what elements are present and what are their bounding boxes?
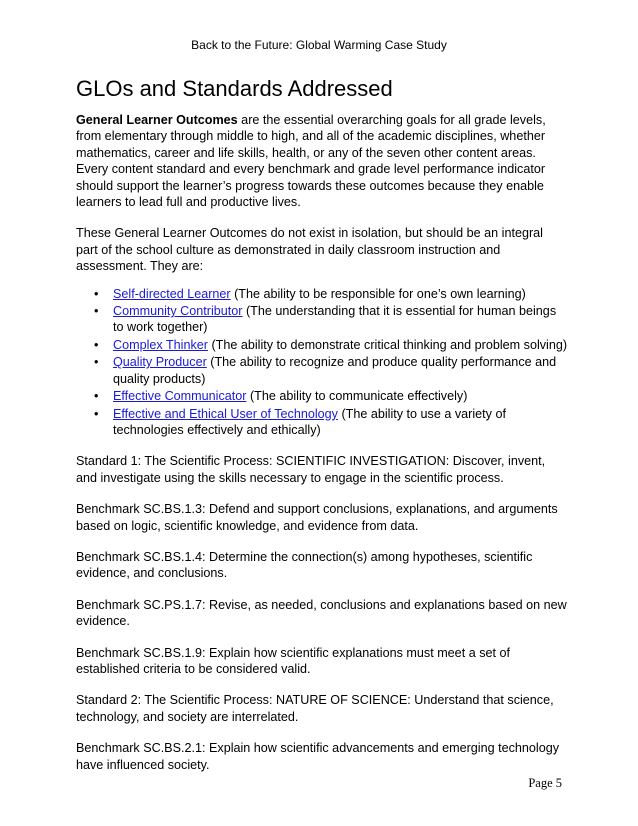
glo-item (113, 286, 568, 302)
intro-text: are the essential overarching goals for all grade levels, from elementary through middle to high, and all of the academic disciplines, whether mathematics, career and life skills, health, or any of the seven other content areas. Every content standard and every benchmark and grade level performance indicator should support the learner’s progress towards these outcomes because they enable learners to lead full and productive lives. (76, 113, 546, 210)
intro-paragraph (76, 112, 568, 210)
glo-description: (The ability to be responsible for one’s own learning) (230, 286, 526, 301)
benchmark-sc-bs-1-4: Benchmark SC.BS.1.4: Determine the connection(s) among hypotheses, scientific evidence, and conclusions. (76, 549, 533, 581)
glo-list (76, 286, 568, 439)
benchmark-sc-ps-1-7: Benchmark SC.PS.1.7: Revise, as needed, conclusions and explanations based on new evidence. (76, 597, 567, 629)
glo-description: (The understanding that it is essential for human beings to work together) (113, 304, 557, 335)
glo-description: (The ability to demonstrate critical thinking and problem solving) (207, 337, 568, 352)
page-title: GLOs and Standards Addressed (76, 76, 393, 101)
benchmark-sc-bs-2-1: Benchmark SC.BS.2.1: Explain how scientific advancements and emerging technology have influenced society. (76, 741, 560, 772)
glo-link-self-directed-learner[interactable]: Self-directed Learner (113, 286, 231, 301)
glo-link-ethical-technology-user[interactable]: Effective and Ethical User of Technology (113, 406, 338, 421)
glo-link-quality-producer[interactable]: Quality Producer (113, 355, 207, 370)
glo-item (113, 337, 568, 353)
page-number: Page 5 (528, 776, 562, 790)
standard-1: Standard 1: The Scientific Process: SCIENTIFIC INVESTIGATION: Discover, invent, and investigate using the skills necessary to engage in the scientific process. (76, 454, 546, 485)
benchmark-sc-bs-1-9: Benchmark SC.BS.1.9: Explain how scientific explanations must meet a set of established criteria to be considered valid. (76, 645, 510, 676)
glo-description: (The ability to recognize and produce quality performance and quality products) (113, 355, 557, 386)
glo-item (113, 303, 568, 336)
glo-link-community-contributor[interactable]: Community Contributor (113, 304, 243, 319)
glo-item (113, 388, 568, 404)
glo-description: (The ability to communicate effectively) (246, 389, 468, 404)
document-body (76, 112, 568, 788)
glo-link-complex-thinker[interactable]: Complex Thinker (113, 337, 208, 352)
running-header: Back to the Future: Global Warming Case Study (191, 38, 447, 52)
glo-description: (The ability to use a variety of technologies effectively and ethically) (113, 406, 506, 437)
glo-intro-paragraph: These General Learner Outcomes do not exist in isolation, but should be an integral part of the school culture as demonstrated in daily classroom instruction and assessment. They are: (76, 226, 543, 274)
glo-item (113, 406, 568, 439)
benchmark-sc-bs-1-3: Benchmark SC.BS.1.3: Defend and support conclusions, explanations, and arguments based on logic, scientific knowledge, and evidence from data. (76, 502, 558, 533)
glo-item (113, 354, 568, 387)
intro-bold-term: General Learner Outcomes (76, 113, 238, 127)
standard-2: Standard 2: The Scientific Process: NATURE OF SCIENCE: Understand that science, technology, and society are interrelated. (76, 693, 554, 724)
glo-link-effective-communicator[interactable]: Effective Communicator (113, 389, 247, 404)
